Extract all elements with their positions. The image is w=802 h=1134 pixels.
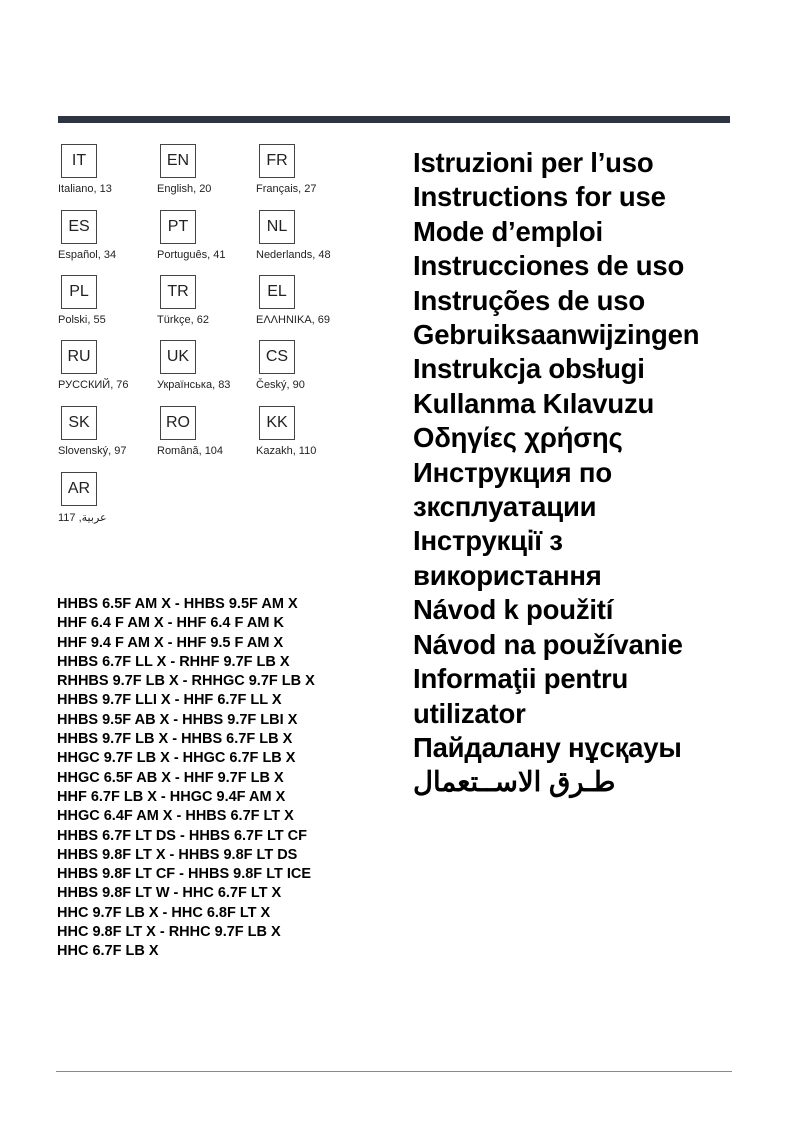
title-dutch: Gebruiksaanwijzingen bbox=[413, 319, 700, 351]
language-code-box[interactable]: FR bbox=[259, 144, 295, 178]
top-rule bbox=[58, 116, 730, 123]
model-line: HHBS 9.7F LLI X - HHF 6.7F LL X bbox=[57, 692, 282, 709]
language-code-box[interactable]: RO bbox=[160, 406, 196, 440]
language-code-box[interactable]: EL bbox=[259, 275, 295, 309]
language-index bbox=[58, 144, 358, 534]
language-caption: Español, 34 bbox=[58, 249, 117, 261]
title-kazakh: Пайдалану нұсқауы bbox=[413, 731, 682, 763]
model-line: HHBS 6.7F LT DS - HHBS 6.7F LT CF bbox=[57, 827, 308, 844]
language-item-pt[interactable] bbox=[157, 210, 255, 270]
language-code-box[interactable]: PL bbox=[61, 275, 97, 309]
language-code-box[interactable]: ES bbox=[61, 210, 97, 244]
title-ukrainian-line1: Інструкції з bbox=[413, 525, 563, 557]
language-item-ar[interactable] bbox=[58, 472, 156, 532]
language-caption: Slovenský, 97 bbox=[58, 445, 127, 457]
language-caption: Kazakh, 110 bbox=[256, 445, 317, 457]
model-line: RHHBS 9.7F LB X - RHHGC 9.7F LB X bbox=[57, 673, 315, 690]
language-item-el[interactable] bbox=[256, 275, 354, 335]
language-code-box[interactable]: KK bbox=[259, 406, 295, 440]
model-line: HHGC 6.4F AM X - HHBS 6.7F LT X bbox=[57, 808, 294, 825]
language-item-es[interactable] bbox=[58, 210, 156, 270]
language-item-uk[interactable] bbox=[157, 340, 255, 400]
model-list bbox=[57, 595, 387, 962]
title-romanian-line2: utilizator bbox=[413, 697, 526, 729]
model-line: HHBS 9.5F AB X - HHBS 9.7F LBI X bbox=[57, 711, 298, 728]
model-line: HHF 6.4 F AM X - HHF 6.4 F AM K bbox=[57, 615, 284, 632]
title-english: Instructions for use bbox=[413, 181, 666, 213]
language-caption: Français, 27 bbox=[256, 183, 317, 195]
title-russian-line2: зксплуатации bbox=[413, 491, 597, 523]
language-caption: ΕΛΛΗΝΙΚΑ, 69 bbox=[256, 314, 330, 326]
title-polish: Instrukcja obsługi bbox=[413, 353, 645, 385]
language-caption: Nederlands, 48 bbox=[256, 249, 331, 261]
language-caption: Český, 90 bbox=[256, 379, 305, 391]
language-caption: РУССКИЙ, 76 bbox=[58, 379, 129, 391]
model-line: HHGC 6.5F AB X - HHF 9.7F LB X bbox=[57, 769, 284, 786]
language-caption: عربية, 117 bbox=[58, 512, 107, 524]
title-greek: Οδηγίες χρήσης bbox=[413, 422, 623, 454]
language-item-kk[interactable] bbox=[256, 406, 354, 466]
title-turkish: Kullanma Kılavuzu bbox=[413, 387, 655, 419]
model-line: HHBS 6.5F AM X - HHBS 9.5F AM X bbox=[57, 596, 298, 612]
bottom-rule bbox=[56, 1071, 732, 1072]
language-code-box[interactable]: PT bbox=[160, 210, 196, 244]
language-caption: English, 20 bbox=[157, 183, 212, 195]
language-caption: Română, 104 bbox=[157, 445, 224, 457]
model-line: HHBS 9.8F LT X - HHBS 9.8F LT DS bbox=[57, 846, 298, 863]
model-line: HHBS 6.7F LL X - RHHF 9.7F LB X bbox=[57, 653, 290, 670]
language-caption: Português, 41 bbox=[157, 249, 226, 261]
language-code-box[interactable]: NL bbox=[259, 210, 295, 244]
language-code-box[interactable]: EN bbox=[160, 144, 196, 178]
model-line: HHC 6.7F LB X bbox=[57, 943, 159, 960]
model-line: HHF 6.7F LB X - HHGC 9.4F AM X bbox=[57, 788, 286, 805]
model-line: HHGC 9.7F LB X - HHGC 6.7F LB X bbox=[57, 750, 296, 767]
language-item-ru[interactable] bbox=[58, 340, 156, 400]
model-line: HHBS 9.8F LT W - HHC 6.7F LT X bbox=[57, 885, 282, 902]
language-item-cs[interactable] bbox=[256, 340, 354, 400]
language-caption: Italiano, 13 bbox=[58, 183, 112, 195]
language-code-box[interactable]: SK bbox=[61, 406, 97, 440]
instruction-titles bbox=[413, 146, 793, 800]
language-caption: Türkçe, 62 bbox=[157, 314, 209, 326]
title-slovak: Návod na používanie bbox=[413, 628, 683, 660]
model-line: HHC 9.7F LB X - HHC 6.8F LT X bbox=[57, 904, 271, 921]
model-line: HHBS 9.8F LT CF - HHBS 9.8F LT ICE bbox=[57, 866, 312, 883]
language-item-sk[interactable] bbox=[58, 406, 156, 466]
language-item-ro[interactable] bbox=[157, 406, 255, 466]
title-portuguese: Instruções de uso bbox=[413, 284, 645, 316]
title-italian: Istruzioni per l’uso bbox=[413, 147, 654, 178]
language-caption: Polski, 55 bbox=[58, 314, 106, 326]
model-line: HHC 9.8F LT X - RHHC 9.7F LB X bbox=[57, 924, 281, 941]
title-russian-line1: Инструкция по bbox=[413, 456, 612, 488]
language-code-box[interactable]: CS bbox=[259, 340, 295, 374]
language-caption: Українська, 83 bbox=[157, 379, 231, 391]
language-item-en[interactable] bbox=[157, 144, 255, 204]
title-czech: Návod k použití bbox=[413, 594, 614, 626]
language-item-tr[interactable] bbox=[157, 275, 255, 335]
language-item-fr[interactable] bbox=[256, 144, 354, 204]
title-romanian-line1: Informaţii pentru bbox=[413, 663, 629, 695]
title-arabic: طـرق الاســتعمال bbox=[413, 766, 616, 798]
language-item-pl[interactable] bbox=[58, 275, 156, 335]
language-code-box[interactable]: UK bbox=[160, 340, 196, 374]
language-code-box[interactable]: AR bbox=[61, 472, 97, 506]
language-item-it[interactable] bbox=[58, 144, 156, 204]
title-french: Mode d’emploi bbox=[413, 215, 603, 247]
language-code-box[interactable]: IT bbox=[61, 144, 97, 178]
language-code-box[interactable]: TR bbox=[160, 275, 196, 309]
language-code-box[interactable]: RU bbox=[61, 340, 97, 374]
model-line: HHBS 9.7F LB X - HHBS 6.7F LB X bbox=[57, 731, 293, 748]
language-item-nl[interactable] bbox=[256, 210, 354, 270]
title-ukrainian-line2: використання bbox=[413, 559, 602, 591]
model-line: HHF 9.4 F AM X - HHF 9.5 F AM X bbox=[57, 634, 284, 651]
title-spanish: Instrucciones de uso bbox=[413, 250, 685, 282]
